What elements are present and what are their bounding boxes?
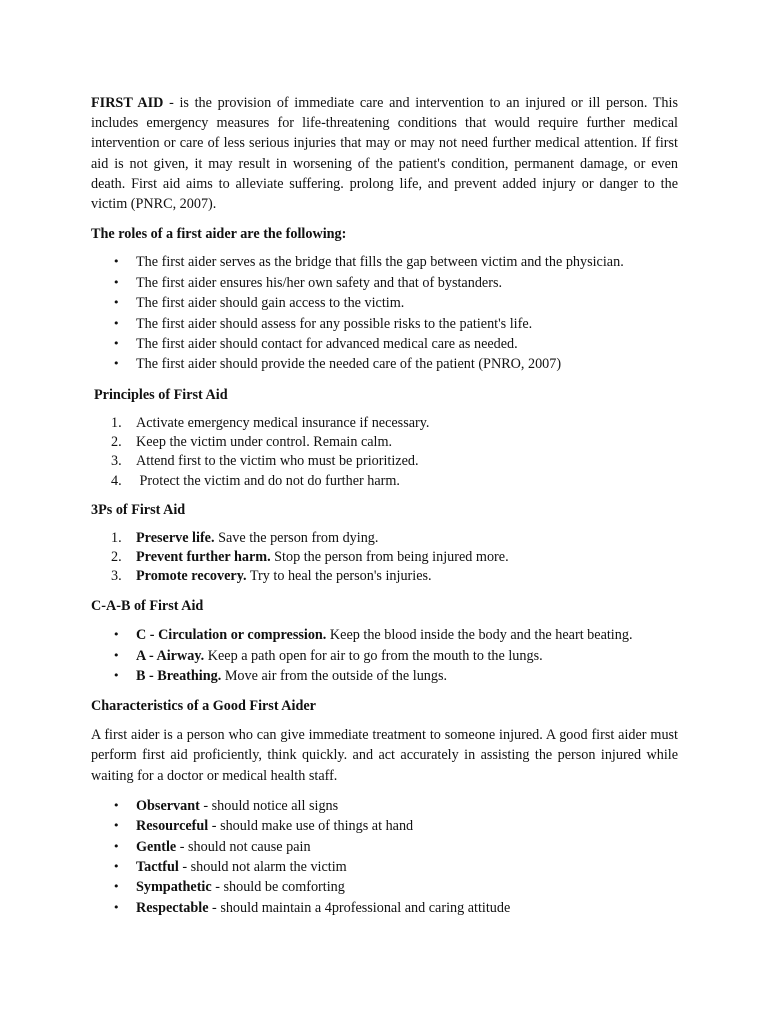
document-body bbox=[91, 93, 678, 918]
bullet-marker: • bbox=[113, 316, 120, 330]
three-ps-heading: 3Ps of First Aid bbox=[91, 501, 186, 518]
characteristics-list bbox=[91, 796, 678, 918]
list-item: 2. Prevent further harm. Stop the person from being injured more. bbox=[91, 548, 678, 567]
roles-heading: The roles of a first aider are the following: bbox=[91, 226, 347, 243]
list-item: • C - Circulation or compression. Keep the blood inside the body and the heart beating. bbox=[91, 625, 678, 646]
bullet-marker: • bbox=[113, 275, 120, 289]
principles-list bbox=[91, 414, 678, 491]
bullet-marker: • bbox=[113, 819, 120, 833]
list-number: 2. bbox=[111, 549, 122, 566]
characteristics-heading: Characteristics of a Good First Aider bbox=[91, 698, 316, 714]
bullet-marker: • bbox=[113, 860, 120, 874]
list-item: 1. Preserve life. Save the person from dying. bbox=[91, 529, 678, 548]
cab-heading: C-A-B of First Aid bbox=[91, 597, 204, 614]
intro-text: - is the provision of immediate care and intervention to an injured or ill person. This includes emergency measures for life-threatening conditions that would require further medical intervention or care of less serious injuries that may or may not need further medical attention. If first aid is not given, it may result in worsening of the patient's condition, permanent damage, or even death. First aid aims to alleviate suffering. prolong life, and prevent added injury or danger to the victim (PNRC, 2007). bbox=[91, 95, 678, 213]
list-item: • The first aider should provide the needed care of the patient (PNRO, 2007) bbox=[91, 354, 678, 374]
list-item: • The first aider should assess for any possible risks to the patient's life. bbox=[91, 314, 678, 334]
list-item: • Tactful - should not alarm the victim bbox=[91, 857, 678, 877]
intro-term: FIRST AID bbox=[91, 95, 164, 111]
three-ps-list bbox=[91, 529, 678, 587]
list-item: • Respectable - should maintain a 4professional and caring attitude bbox=[91, 898, 678, 918]
list-item: • The first aider ensures his/her own safety and that of bystanders. bbox=[91, 273, 678, 293]
list-item: • The first aider should contact for advanced medical care as needed. bbox=[91, 334, 678, 354]
intro-paragraph bbox=[91, 93, 678, 214]
bullet-marker: • bbox=[113, 839, 120, 853]
list-number: 1. bbox=[111, 415, 122, 432]
characteristics-paragraph: A first aider is a person who can give immediate treatment to someone injured. A good first aider must perform first aid proficiently, think quickly. and act accurately in assisting the person injured while waiting for a doctor or medical health staff. bbox=[91, 727, 678, 784]
list-item: 2. Keep the victim under control. Remain calm. bbox=[91, 433, 678, 452]
bullet-marker: • bbox=[113, 627, 120, 641]
list-item: 4. Protect the victim and do not do further harm. bbox=[91, 472, 678, 491]
list-item: 3. Promote recovery. Try to heal the person's injuries. bbox=[91, 567, 678, 586]
bullet-marker: • bbox=[113, 900, 120, 914]
list-item: • Resourceful - should make use of things at hand bbox=[91, 816, 678, 836]
bullet-marker: • bbox=[113, 798, 120, 812]
list-number: 3. bbox=[111, 453, 122, 470]
list-item: • A - Airway. Keep a path open for air to go from the mouth to the lungs. bbox=[91, 646, 678, 667]
bullet-marker: • bbox=[113, 880, 120, 894]
list-number: 4. bbox=[111, 472, 122, 489]
list-number: 1. bbox=[111, 530, 122, 547]
bullet-marker: • bbox=[113, 255, 120, 269]
list-item: • Gentle - should not cause pain bbox=[91, 837, 678, 857]
list-number: 2. bbox=[111, 434, 122, 451]
bullet-marker: • bbox=[113, 296, 120, 310]
list-item: • Observant - should notice all signs bbox=[91, 796, 678, 816]
list-number: 3. bbox=[111, 568, 122, 585]
list-item: • The first aider should gain access to the victim. bbox=[91, 293, 678, 313]
list-item: 3. Attend first to the victim who must be prioritized. bbox=[91, 452, 678, 471]
list-item: • B - Breathing. Move air from the outside of the lungs. bbox=[91, 666, 678, 687]
bullet-marker: • bbox=[113, 648, 120, 662]
cab-list bbox=[91, 625, 678, 687]
list-item: • The first aider serves as the bridge that fills the gap between victim and the physician. bbox=[91, 252, 678, 272]
principles-heading: Principles of First Aid bbox=[94, 386, 228, 403]
bullet-marker: • bbox=[113, 337, 120, 351]
bullet-marker: • bbox=[113, 669, 120, 683]
bullet-marker: • bbox=[113, 357, 120, 371]
list-item: 1. Activate emergency medical insurance if necessary. bbox=[91, 414, 678, 433]
list-item: • Sympathetic - should be comforting bbox=[91, 877, 678, 897]
roles-list bbox=[91, 252, 678, 374]
